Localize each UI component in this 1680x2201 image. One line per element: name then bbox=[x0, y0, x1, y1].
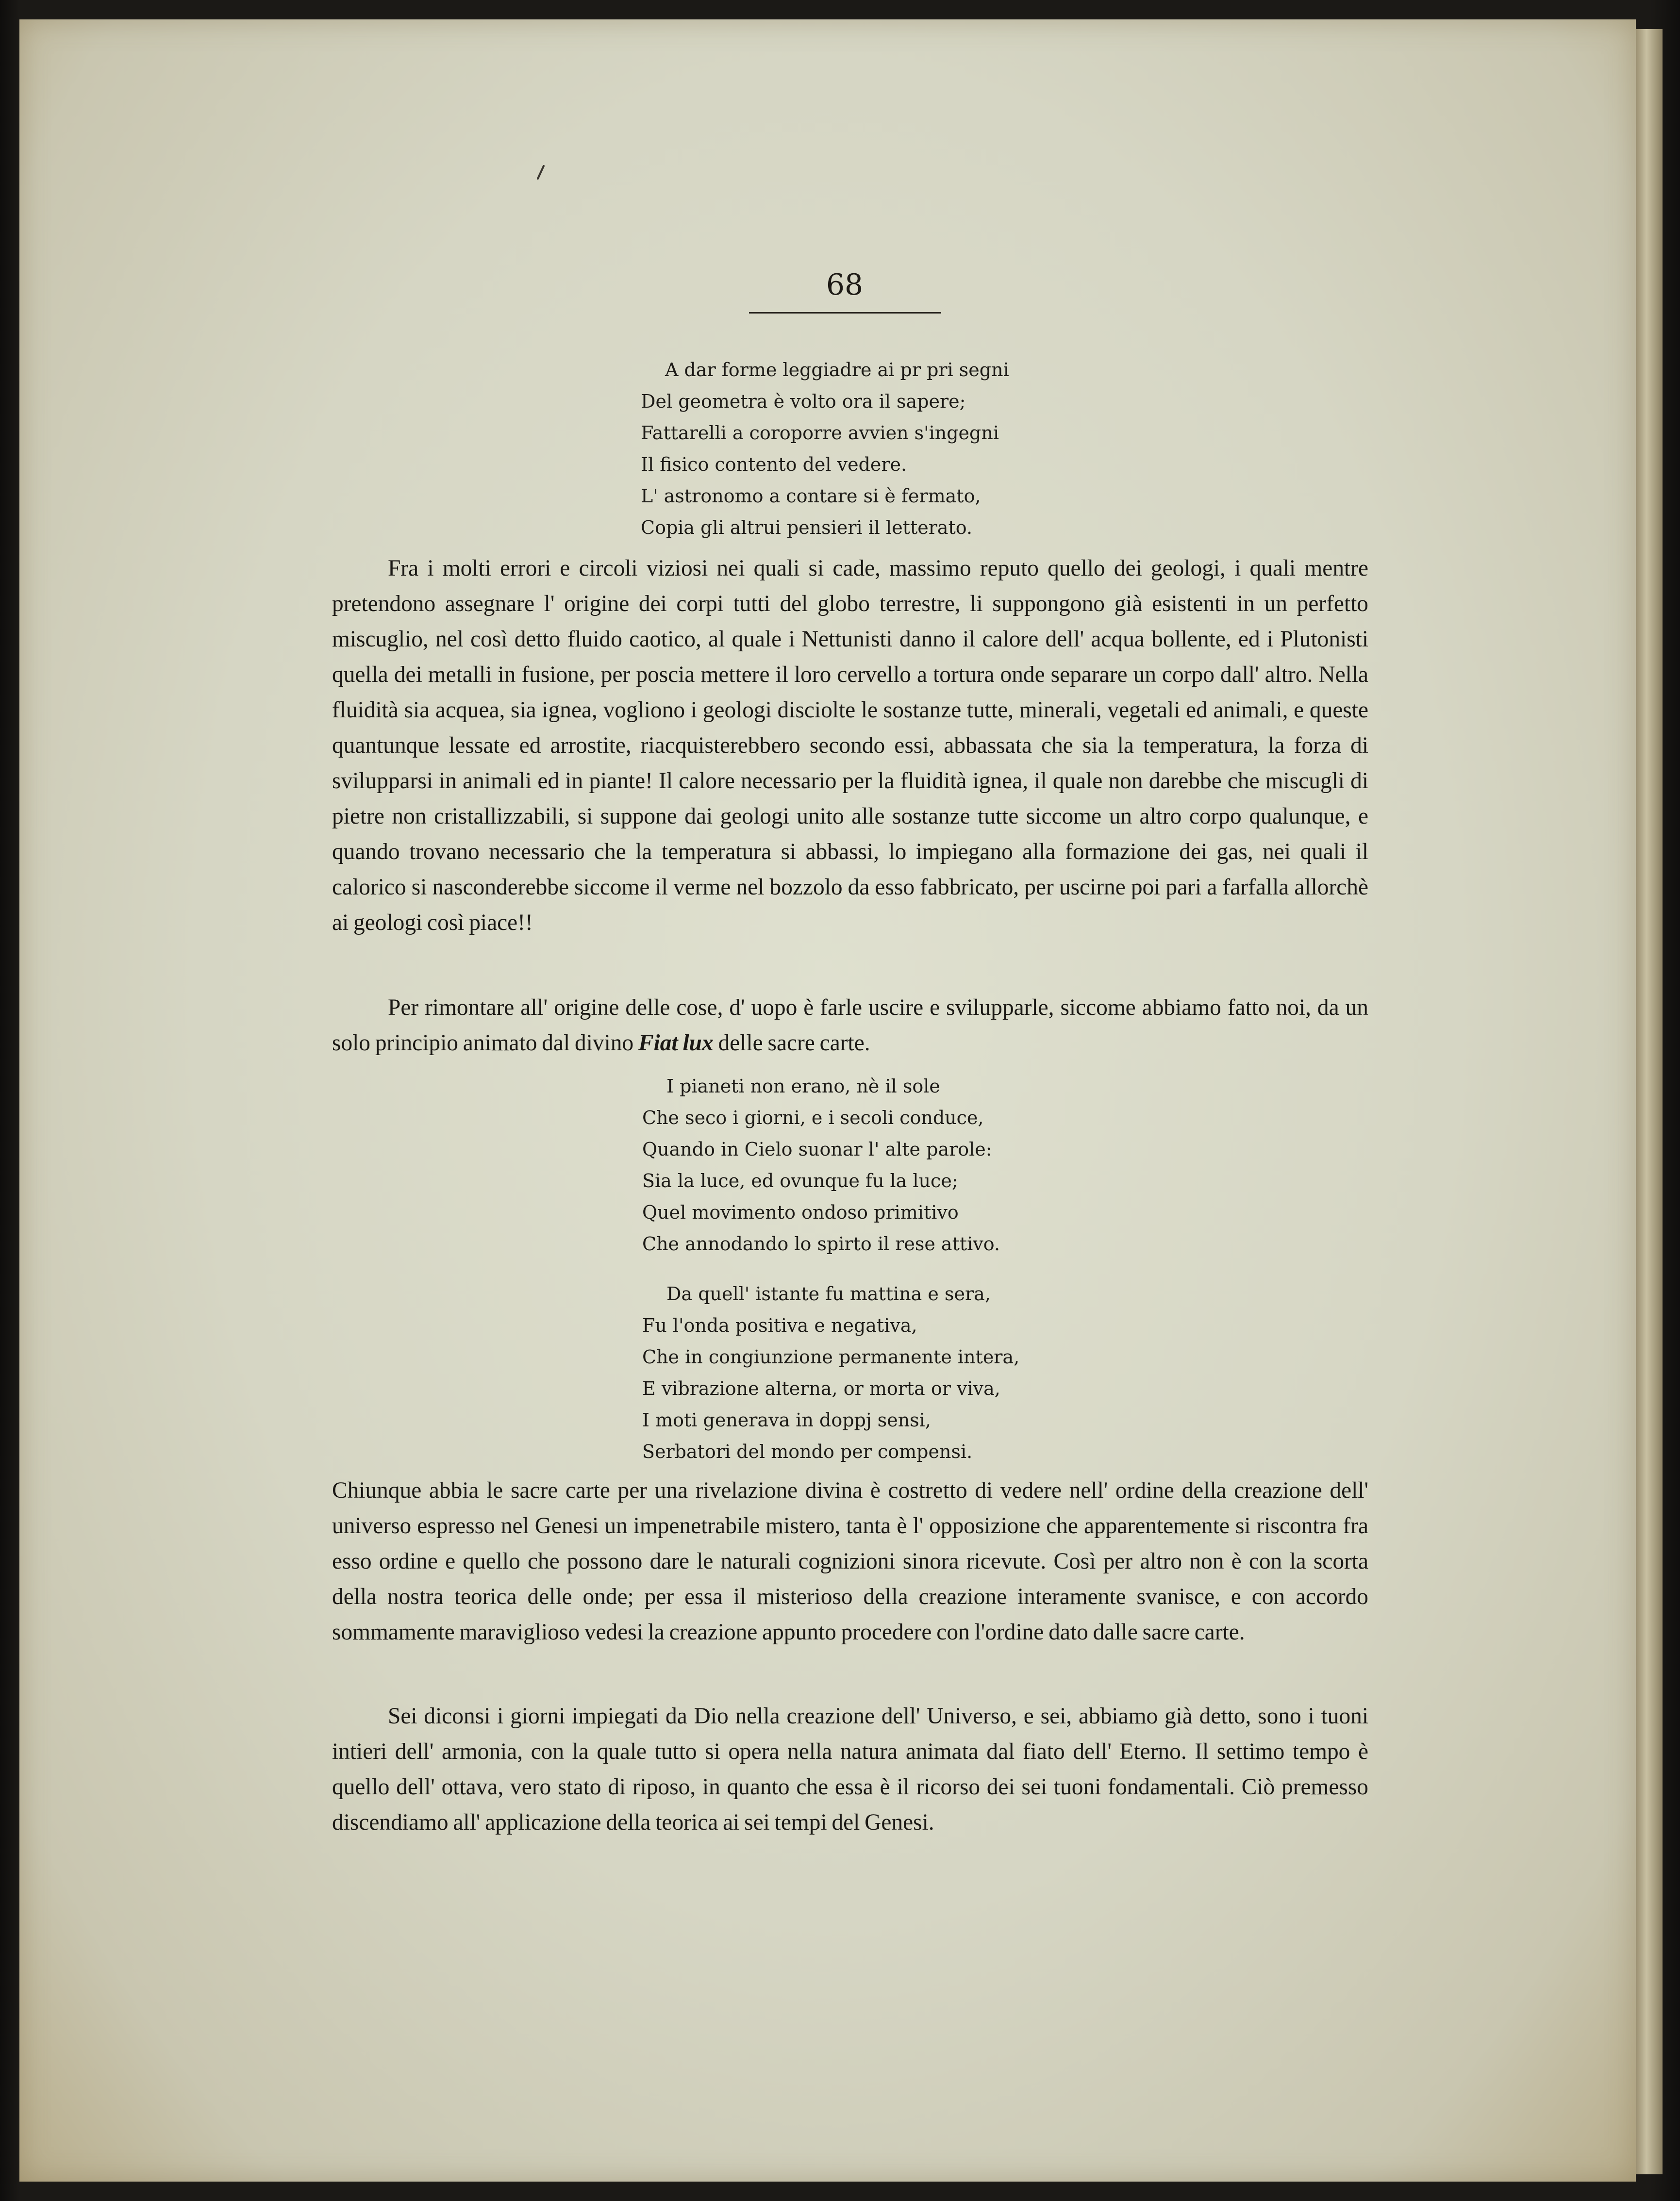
verse-line: Che seco i giorni, e i secoli conduce, bbox=[642, 1107, 984, 1128]
verse-line: Che annodando lo spirto il rese attivo. bbox=[642, 1233, 1000, 1255]
verse-line: Sia la luce, ed ovunque fu la luce; bbox=[642, 1170, 958, 1192]
verse-stanza-1 bbox=[641, 354, 1009, 544]
page-number: 68 bbox=[826, 268, 864, 302]
verse-line: A dar forme leggiadre ai pr pri segni bbox=[665, 359, 1009, 381]
verse-stanza-2 bbox=[642, 1071, 1000, 1260]
verse-line: Serbatori del mondo per compensi. bbox=[642, 1441, 973, 1462]
verse-line: Quando in Cielo suonar l' alte parole: bbox=[642, 1139, 992, 1160]
page-edge bbox=[1636, 29, 1663, 2174]
paragraph-2-text: Per rimontare all' origine delle cose, d' uopo è farle uscire e svilupparle, siccome abbiamo fatto noi, da un solo principio animato dal divino bbox=[332, 995, 1368, 1056]
fiat-lux-emphasis: Fiat lux bbox=[638, 1030, 714, 1056]
verse-line: I pianeti non erano, nè il sole bbox=[666, 1076, 940, 1097]
verse-line: Da quell' istante fu mattina e sera, bbox=[666, 1283, 991, 1305]
pencil-mark bbox=[535, 165, 546, 180]
paragraph-2 bbox=[332, 990, 1368, 1061]
verse-line: Del geometra è volto ora il sapere; bbox=[641, 391, 966, 412]
paragraph-4: Sei diconsi i giorni impiegati da Dio nella creazione dell' Universo, e sei, abbiamo già detto, sono i tuoni intieri dell' armonia, con la quale tutto si opera nella natura animata dal fiato dell' Eterno. Il settimo tempo è quello dell' ottava, vero stato di riposo, in quanto che essa è il ricorso dei sei tuoni fondamentali. Ciò premesso discendiamo all' applicazione della teorica ai sei tempi del Genesi. bbox=[332, 1704, 1368, 1835]
verse-line: Fu l'onda positiva e negativa, bbox=[642, 1315, 917, 1336]
verse-stanza-3 bbox=[642, 1278, 1019, 1468]
paragraph-1: Fra i molti errori e circoli viziosi nei quali si cade, massimo reputo quello dei geologi, i quali mentre pretendono assegnare l' origine dei corpi tutti del globo terrestre, li suppongono già esistenti in un perfetto miscuglio, nel così detto fluido caotico, al quale i Nettunisti danno il calore dell' acqua bollente, ed i Plutonisti quella dei metalli in fusione, per poscia mettere il loro cervello a tortura onde separare un corpo dall' altro. Nella fluidità sia acquea, sia ignea, vogliono i geologi disciolte le sostanze tutte, minerali, vegetali ed animali, e queste quantunque lessate ed arrostite, riacquisterebbero secondo essi, abbassata che sia la temperatura, la forza di svilupparsi in animali ed in piante! Il calore necessario per la fluidità ignea, il quale non darebbe che miscugli di pietre non cristallizzabili, si suppone dai geologi unito alle sostanze tutte siccome un altro corpo qualunque, e quando trovano necessario che la temperatura si abbassi, lo impiegano alla formazione dei gas, nei quali il calorico si nasconderebbe siccome il verme nel bozzolo da esso fabbricato, per uscirne poi pari a farfalla allorchè ai geologi così piace!! bbox=[332, 556, 1368, 935]
verse-line: Quel movimento ondoso primitivo bbox=[642, 1202, 959, 1223]
verse-line: I moti generava in doppj sensi, bbox=[642, 1409, 931, 1431]
paragraph-3: Chiunque abbia le sacre carte per una rivelazione divina è costretto di vedere nell' ordine della creazione dell' universo espresso nel Genesi un impenetrabile mistero, tanta è l' opposizione che apparentemente si riscontra fra esso ordine e quello che possono dare le naturali cognizioni sinora ricevute. Così per altro non è con la scorta della nostra teorica delle onde; per essa il misterioso della creazione interamente svanisce, e con accordo sommamente maraviglioso vedesi la creazione appunto procedere con l'ordine dato dalle sacre carte. bbox=[332, 1478, 1368, 1645]
verse-line: Copia gli altrui pensieri il letterato. bbox=[641, 517, 973, 538]
header-rule bbox=[749, 312, 941, 314]
verse-line: E vibrazione alterna, or morta or viva, bbox=[642, 1378, 1000, 1399]
verse-line: Il fisico contento del vedere. bbox=[641, 454, 907, 475]
verse-line: Che in congiunzione permanente intera, bbox=[642, 1346, 1020, 1368]
paragraph-2-end: delle sacre carte. bbox=[713, 1030, 870, 1056]
verse-line: Fattarelli a coroporre avvien s'ingegni bbox=[641, 422, 999, 444]
verse-line: L' astronomo a contare si è fermato, bbox=[641, 485, 981, 507]
